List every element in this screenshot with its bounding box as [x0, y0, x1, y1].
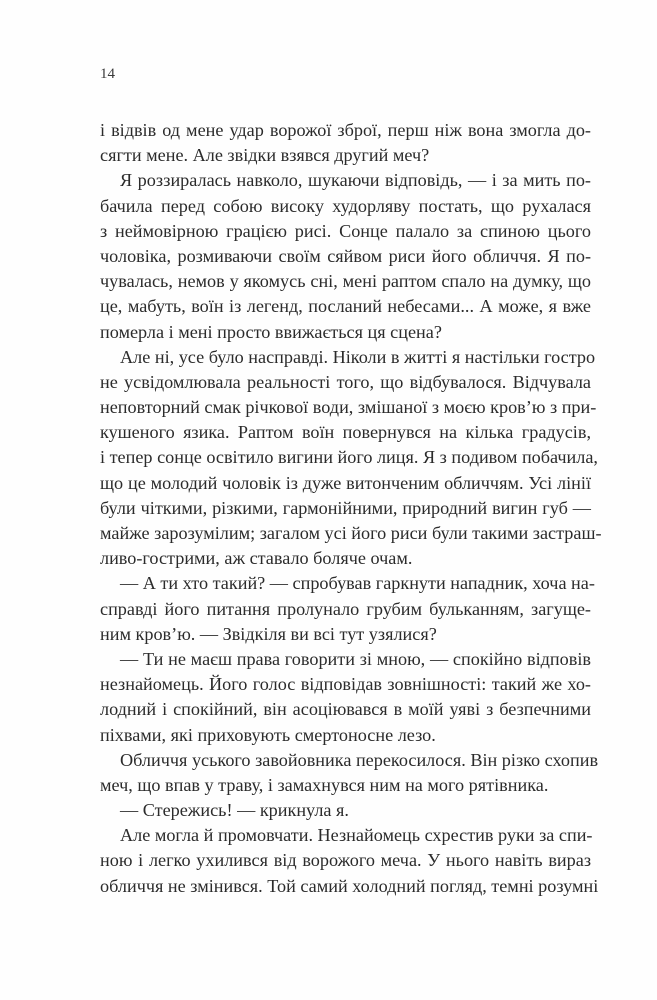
text-line: померла і мені просто ввижається ця сцена? [100, 321, 442, 342]
text-line: бачила перед собою високу худорляву постать, що рухалася [100, 195, 591, 216]
text-line: справді його питання пролунало грубим бульканням, загуще- [100, 598, 591, 619]
text-line: лодний і спокійний, він асоціювався в моїй уяві з безпечними [100, 699, 591, 720]
text-line: незнайомець. Його голос відповідав зовнішності: такий же хо- [100, 674, 591, 695]
text-line: меч, що впав у траву, і замахнувся ним на мого рятівника. [100, 774, 549, 795]
text-line: обличчя не змінився. Той самий холодний погляд, темні розумні [100, 875, 599, 896]
body-text [100, 118, 602, 899]
text-line: неповторний смак річкової води, змішаної з моєю кров’ю з при- [100, 397, 597, 418]
text-line: — Ти не маєш права говорити зі мною, — спокійно відповів [120, 648, 591, 669]
text-line: були чіткими, різкими, гармонійними, природний вигин губ — [100, 497, 591, 518]
text-line: чувалась, немов у якомусь сні, мені раптом спало на думку, що [100, 271, 591, 292]
text-line: Обличчя уського завойовника перекосилося. Він різко схопив [120, 749, 599, 770]
text-line: з неймовірною грацією рисі. Сонце палало за спиною цього [100, 220, 591, 241]
text-line: Але ні, усе було насправді. Ніколи в житті я настільки гостро [120, 346, 596, 367]
text-line: не усвідомлювала реальності того, що відбувалося. Відчувала [100, 371, 591, 392]
text-line: ним кров’ю. — Звідкіля ви всі тут узялися? [100, 623, 437, 644]
text-line: кушеного язика. Раптом воїн повернувся на кілька градусів, [100, 422, 591, 443]
text-line: чоловіка, розмиваючи своїм сяйвом риси його обличчя. Я по- [100, 245, 591, 266]
text-line: — Стережись! — крикнула я. [120, 800, 349, 821]
text-line: ливо-гострими, аж ставало боляче очам. [100, 548, 413, 569]
page-number: 14 [100, 66, 115, 82]
text-line: сягти мене. Але звідки взявся другий меч? [100, 145, 430, 166]
text-line: і тепер сонце освітило вигини його лиця. Я з подивом побачила, [100, 447, 598, 468]
text-line: це, мабуть, воїн із легенд, посланий небесами... А може, я вже [100, 296, 591, 317]
text-line: що це молодий чоловік із дуже витонченим обличчям. Усі лінії [100, 472, 591, 493]
text-line: Але могла й промовчати. Незнайомець схрестив руки за спи- [120, 825, 593, 846]
text-line: Я роззиралась навколо, шукаючи відповідь, — і за мить по- [120, 170, 591, 191]
text-line: майже зарозумілим; загалом усі його риси були такими застраш- [100, 523, 602, 543]
text-line: і відвів од мене удар ворожої зброї, перш ніж вона змогла до- [100, 120, 591, 140]
text-line: ною і легко ухилився від ворожого меча. У нього навіть вираз [100, 850, 591, 871]
text-line: — А ти хто такий? — спробував гаркнути нападник, хоча на- [120, 573, 595, 594]
text-line: піхвами, які приховують смертоносне лезо. [100, 724, 436, 745]
